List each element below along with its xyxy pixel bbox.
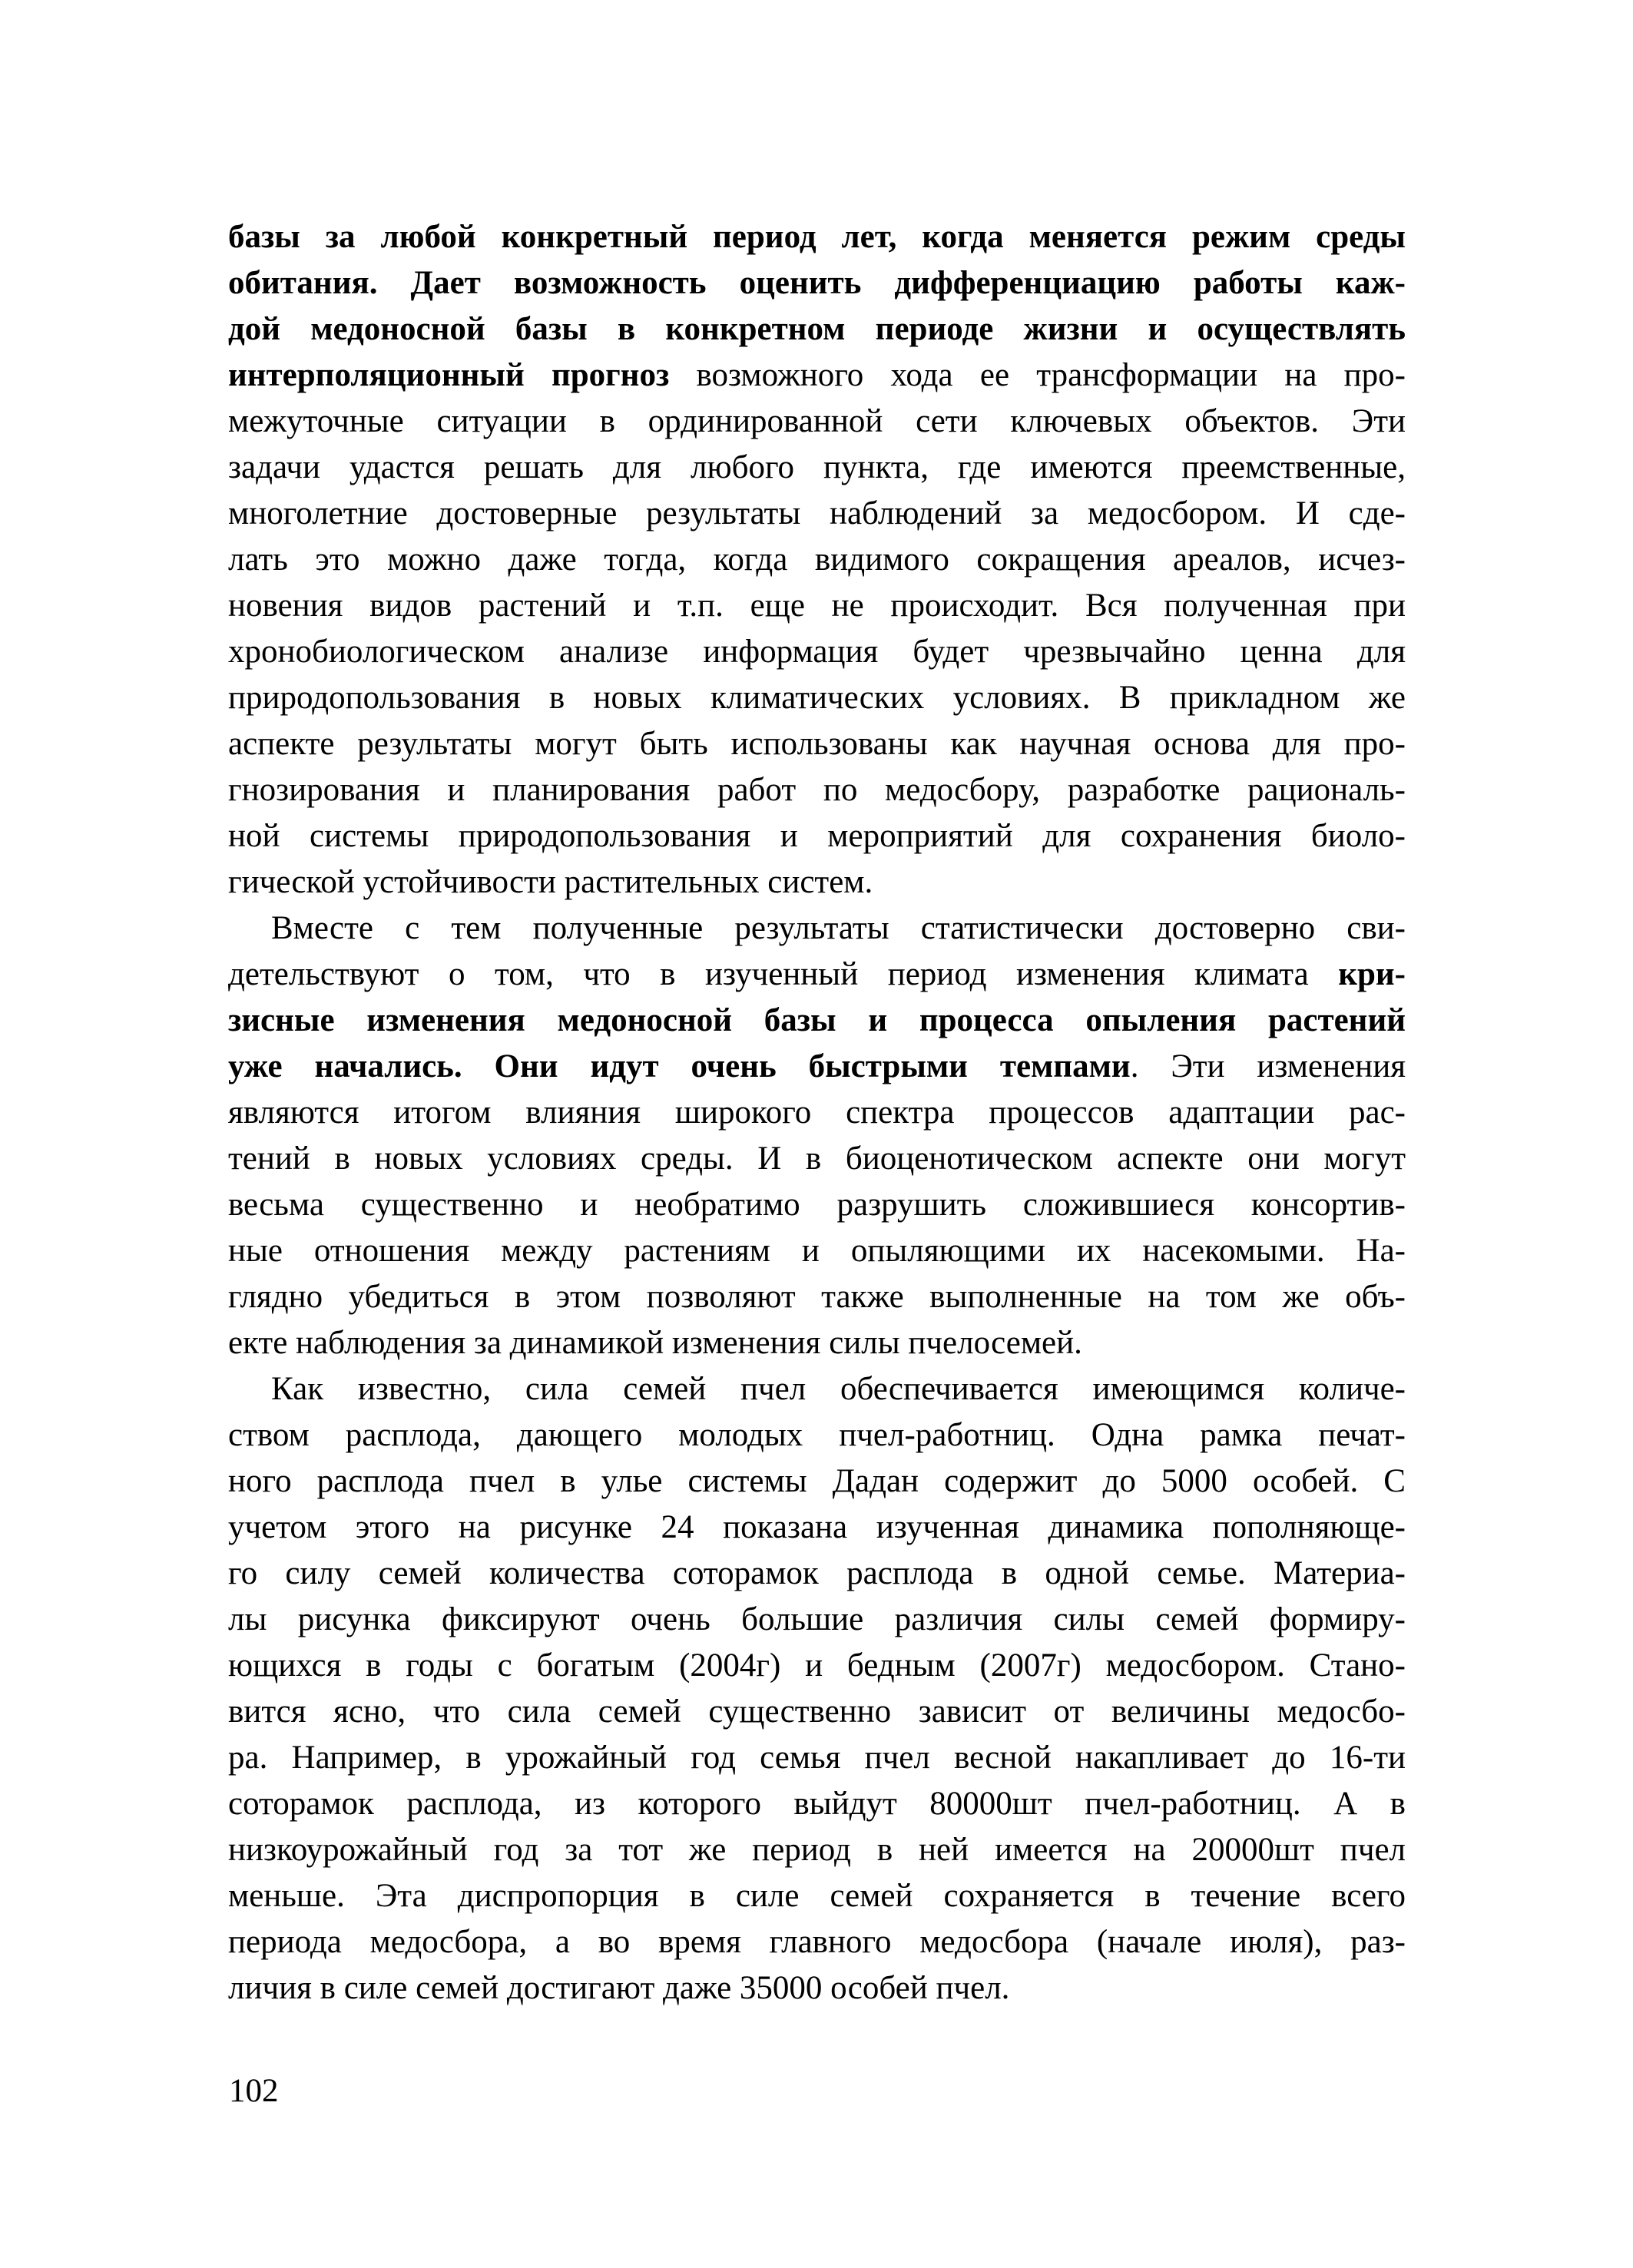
bold-text-segment: дой медоносной базы в конкретном периоде жизни и осуществлять	[228, 311, 1406, 347]
text-block	[228, 214, 1406, 2011]
bold-text-segment: уже начались. Они идут очень быстрыми темпами	[228, 1048, 1131, 1084]
text-segment: личия в силе семей достигают даже 35000 особей пчел.	[228, 1970, 1010, 2006]
text-line	[228, 1458, 1406, 1505]
text-segment: являются итогом влияния широкого спектра процессов адаптации рас-	[228, 1094, 1406, 1131]
text-segment: новения видов растений и т.п. еще не происходит. Вся полученная при	[228, 588, 1406, 624]
text-segment: вится ясно, что сила семей существенно зависит от величины медосбо-	[228, 1694, 1406, 1730]
text-segment: ющихся в годы с богатым (2004г) и бедным (2007г) медосбором. Стано-	[228, 1647, 1406, 1684]
text-line	[228, 1412, 1406, 1458]
text-line	[228, 1781, 1406, 1827]
text-line	[228, 260, 1406, 306]
text-segment: гнозирования и планирования работ по медосбору, разработке рациональ-	[228, 772, 1406, 808]
text-line	[228, 1827, 1406, 1873]
text-segment: . Эти изменения	[1130, 1048, 1406, 1084]
text-segment: го силу семей количества соторамок расплода в одной семье. Материа-	[228, 1555, 1406, 1591]
text-line	[228, 952, 1406, 998]
text-line	[228, 1597, 1406, 1643]
text-line	[228, 767, 1406, 813]
text-segment: ра. Например, в урожайный год семья пчел весной накапливает до 16-ти	[228, 1740, 1406, 1776]
text-line	[228, 1320, 1406, 1366]
text-line	[228, 1228, 1406, 1274]
text-segment: задачи удастся решать для любого пункта, где имеются преемственные,	[228, 449, 1406, 485]
text-segment: возможного хода ее трансформации на про-	[669, 357, 1406, 393]
text-segment: ные отношения между растениям и опыляющими их насекомыми. На-	[228, 1233, 1406, 1269]
paragraph	[228, 906, 1406, 1366]
text-line	[228, 906, 1406, 952]
text-line	[228, 859, 1406, 906]
text-line	[228, 1366, 1406, 1412]
text-segment: аспекте результаты могут быть использованы как научная основа для про-	[228, 726, 1406, 762]
bold-text-segment: зисные изменения медоносной базы и процесса опыления растений	[228, 1002, 1406, 1038]
text-segment: Вместе с тем полученные результаты статистически достоверно сви-	[271, 910, 1406, 946]
text-line	[228, 1136, 1406, 1182]
text-segment: меньше. Эта диспропорция в силе семей сохраняется в течение всего	[228, 1878, 1406, 1914]
text-line	[228, 721, 1406, 767]
text-segment: весьма существенно и необратимо разрушить сложившиеся консортив-	[228, 1187, 1406, 1223]
text-segment: глядно убедиться в этом позволяют также выполненные на том же объ-	[228, 1279, 1406, 1315]
text-line	[228, 353, 1406, 399]
text-line	[228, 675, 1406, 721]
text-segment: гической устойчивости растительных систем.	[228, 864, 873, 900]
text-segment: соторамок расплода, из которого выйдут 80000шт пчел-работниц. А в	[228, 1786, 1406, 1822]
text-line	[228, 629, 1406, 675]
text-line	[228, 1090, 1406, 1136]
text-line	[228, 998, 1406, 1044]
text-line	[228, 813, 1406, 859]
bold-text-segment: интерполяционный прогноз	[228, 357, 670, 393]
text-segment: лы рисунка фиксируют очень большие различия силы семей формиру-	[228, 1601, 1406, 1637]
text-line	[228, 1643, 1406, 1689]
text-segment: хронобиологическом анализе информация будет чрезвычайно ценна для	[228, 634, 1406, 670]
text-segment: екте наблюдения за динамикой изменения силы пчелосемей.	[228, 1325, 1082, 1361]
text-segment: низкоурожайный год за тот же период в ней имеется на 20000шт пчел	[228, 1832, 1406, 1868]
paragraph	[228, 1366, 1406, 2011]
bold-text-segment: обитания. Дает возможность оценить дифференциацию работы каж-	[228, 265, 1406, 301]
text-segment: учетом этого на рисунке 24 показана изученная динамика пополняюще-	[228, 1509, 1406, 1545]
text-segment: Как известно, сила семей пчел обеспечивается имеющимся количе-	[271, 1371, 1406, 1407]
text-line	[228, 1551, 1406, 1597]
text-line	[228, 1965, 1406, 2011]
text-line	[228, 1873, 1406, 1919]
paragraph	[228, 214, 1406, 906]
text-segment: ной системы природопользования и мероприятий для сохранения биоло-	[228, 818, 1406, 854]
text-segment: ного расплода пчел в улье системы Дадан содержит до 5000 особей. С	[228, 1463, 1406, 1499]
bold-text-segment: кри-	[1338, 956, 1406, 992]
text-line	[228, 1182, 1406, 1228]
text-segment: периода медосбора, а во время главного медосбора (начале июля), раз-	[228, 1924, 1406, 1960]
text-line	[228, 1735, 1406, 1781]
text-segment: природопользования в новых климатических условиях. В прикладном же	[228, 680, 1406, 716]
page-number: 102	[229, 2073, 279, 2109]
text-line	[228, 1274, 1406, 1320]
text-line	[228, 1505, 1406, 1551]
text-line	[228, 491, 1406, 537]
bold-text-segment: базы за любой конкретный период лет, когда меняется режим среды	[228, 219, 1406, 255]
text-segment: многолетние достоверные результаты наблюдений за медосбором. И сде-	[228, 495, 1406, 531]
text-segment: ством расплода, дающего молодых пчел-работниц. Одна рамка печат-	[228, 1417, 1406, 1453]
text-segment: детельствуют о том, что в изученный период изменения климата	[228, 956, 1339, 992]
text-segment: лать это можно даже тогда, когда видимого сокращения ареалов, исчез-	[228, 541, 1406, 578]
text-line	[228, 1689, 1406, 1735]
text-line	[228, 306, 1406, 353]
text-line	[228, 214, 1406, 260]
text-line	[228, 399, 1406, 445]
text-segment: межуточные ситуации в ординированной сети ключевых объектов. Эти	[228, 403, 1406, 439]
text-segment: тений в новых условиях среды. И в биоценотическом аспекте они могут	[228, 1141, 1406, 1177]
text-line	[228, 537, 1406, 583]
text-line	[228, 1044, 1406, 1090]
text-line	[228, 583, 1406, 629]
text-line	[228, 1919, 1406, 1965]
text-line	[228, 445, 1406, 491]
